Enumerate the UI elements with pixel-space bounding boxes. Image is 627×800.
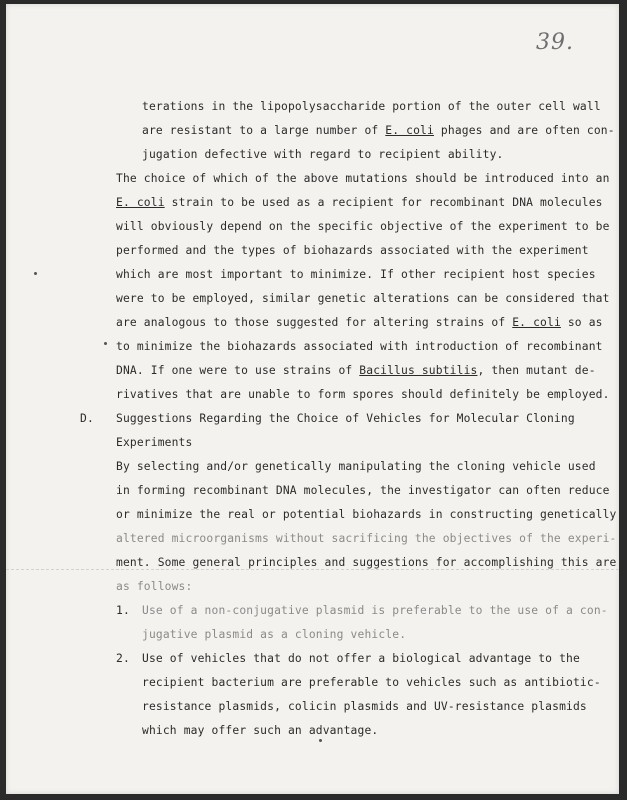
- scan-speck: [319, 739, 322, 742]
- paragraph-3-line-6: as follows:: [116, 580, 193, 593]
- paragraph-3-line-1: By selecting and/or genetically manipulating the cloning vehicle used: [116, 460, 596, 473]
- page-number: 39.: [536, 30, 574, 55]
- species-name: Bacillus subtilis: [359, 364, 478, 377]
- text-segment: strain to be used as a recipient for recombinant DNA molecules: [164, 196, 603, 209]
- list-item-1-line-2: jugative plasmid as a cloning vehicle.: [142, 628, 407, 641]
- paragraph-3-line-5: ment. Some general principles and suggestions for accomplishing this are: [116, 556, 617, 569]
- paragraph-2-line-6: were to be employed, similar genetic alterations can be considered that: [116, 292, 610, 305]
- list-item-2-number: 2.: [116, 652, 130, 665]
- paragraph-2-line-5: which are most important to minimize. If other recipient host species: [116, 268, 596, 281]
- text-segment: , then mutant de-: [477, 364, 596, 377]
- paper-fold-line: [6, 569, 619, 570]
- paragraph-1-line-1: terations in the lipopolysaccharide portion of the outer cell wall: [142, 100, 601, 113]
- text-segment: phages and are often con-: [433, 124, 615, 137]
- species-name: E. coli: [385, 124, 434, 137]
- text-segment: are analogous to those suggested for altering strains of: [116, 316, 513, 329]
- list-item-2-line-4: which may offer such an advantage.: [142, 724, 379, 737]
- list-item-2-line-2: recipient bacterium are preferable to vehicles such as antibiotic-: [142, 676, 601, 689]
- list-item-2-line-3: resistance plasmids, colicin plasmids and UV-resistance plasmids: [142, 700, 587, 713]
- species-name: E. coli: [512, 316, 561, 329]
- list-item-2-line-1: Use of vehicles that do not offer a biological advantage to the: [142, 652, 580, 665]
- text-segment: DNA. If one were to use strains of: [116, 364, 360, 377]
- paragraph-3-line-2: in forming recombinant DNA molecules, the investigator can often reduce: [116, 484, 610, 497]
- paragraph-3-line-3: or minimize the real or potential biohazards in constructing genetically: [116, 508, 617, 521]
- paragraph-2-line-3: will obviously depend on the specific objective of the experiment to be: [116, 220, 610, 233]
- paragraph-2-line-10: rivatives that are unable to form spores should definitely be employed.: [116, 388, 610, 401]
- paragraph-2-line-2: [116, 196, 603, 209]
- list-item-1-number: 1.: [116, 604, 130, 617]
- paragraph-2-line-9: [116, 364, 596, 377]
- paragraph-2-line-4: performed and the types of biohazards associated with the experiment: [116, 244, 589, 257]
- paragraph-1-line-2: [142, 124, 615, 137]
- section-d-label: D.: [80, 412, 94, 425]
- document-page: [6, 4, 619, 794]
- paragraph-3-line-4: altered microorganisms without sacrificing the objectives of the experi-: [116, 532, 617, 545]
- scan-speck: [104, 342, 107, 345]
- paragraph-2-line-1: The choice of which of the above mutations should be introduced into an: [116, 172, 610, 185]
- text-segment: so as: [560, 316, 603, 329]
- paragraph-2-line-7: [116, 316, 603, 329]
- list-item-1-line-1: Use of a non-conjugative plasmid is preferable to the use of a con-: [142, 604, 608, 617]
- paragraph-2-line-8: to minimize the biohazards associated with introduction of recombinant: [116, 340, 603, 353]
- section-d-heading-line-1: Suggestions Regarding the Choice of Vehicles for Molecular Cloning: [116, 412, 575, 425]
- text-segment: are resistant to a large number of: [142, 124, 386, 137]
- section-d-heading-line-2: Experiments: [116, 436, 193, 449]
- scan-speck: [34, 272, 37, 275]
- species-name: E. coli: [116, 196, 165, 209]
- paragraph-1-line-3: jugation defective with regard to recipient ability.: [142, 148, 504, 161]
